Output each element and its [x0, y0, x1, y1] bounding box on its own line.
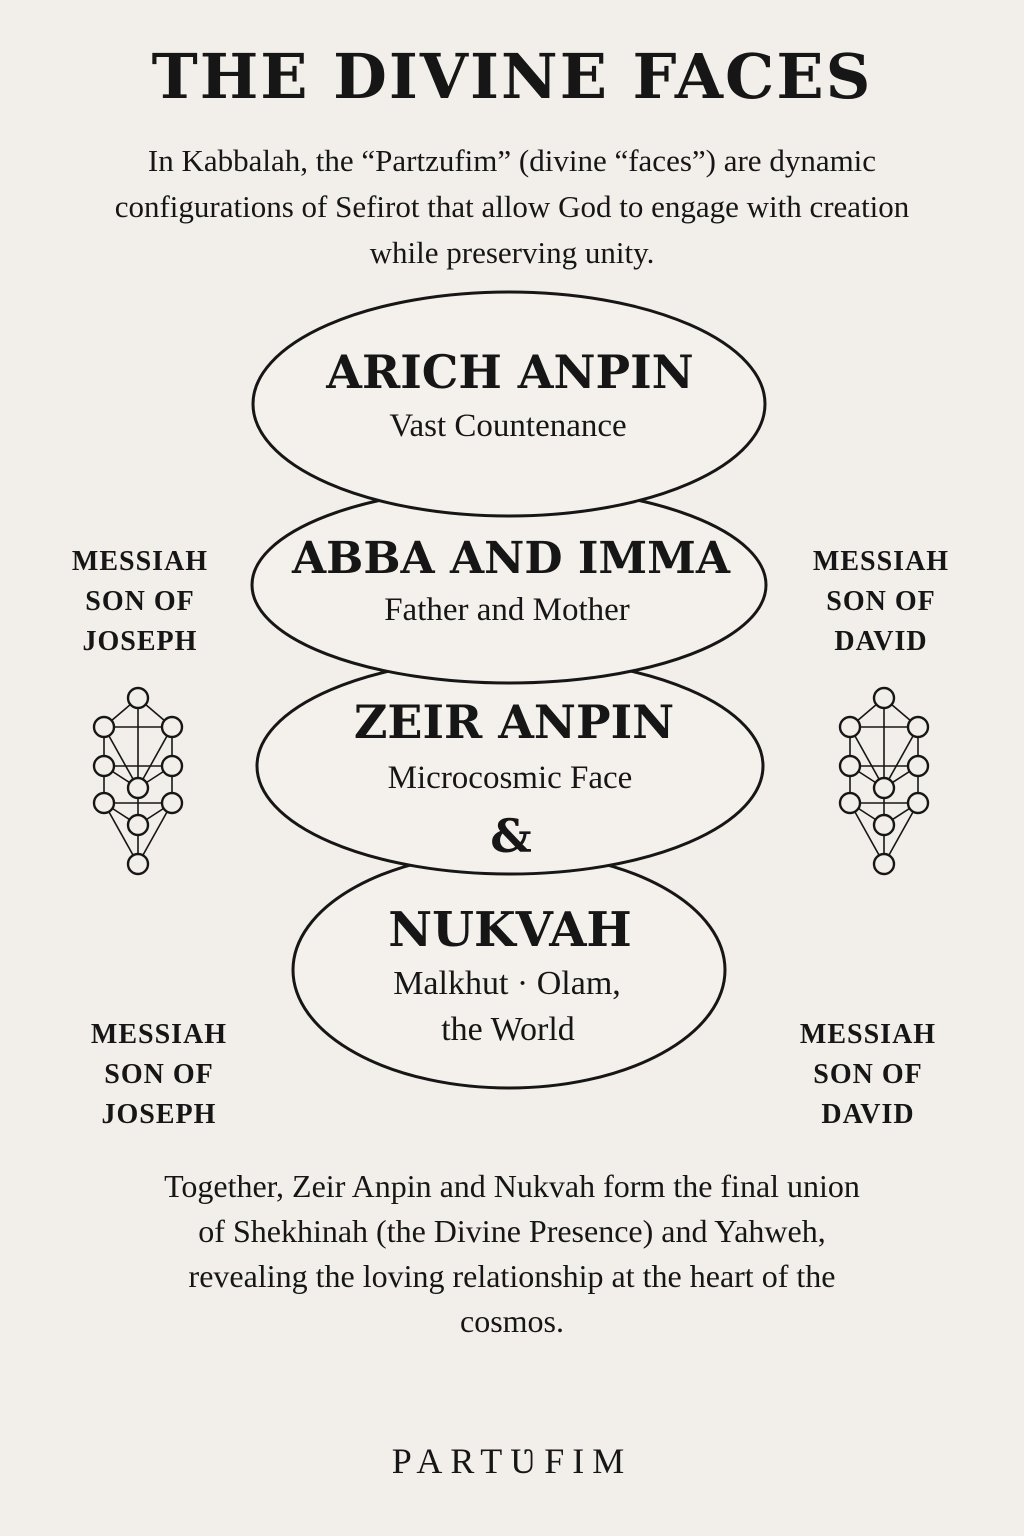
- arich-anpin-name: ARICH ANPIN: [326, 345, 694, 399]
- union-ampersand: &: [490, 809, 532, 863]
- intro-text: In Kabbalah, the “Partzufim” (divine “faces”) are dynamic configurations of Sefirot that allow God to engage with creation while preserving unity.: [114, 143, 910, 270]
- abba-imma-name: ABBA AND IMMA: [292, 533, 730, 584]
- nukvah-subtitle-line1: Malkhut · Olam,: [393, 965, 621, 1002]
- side-label-upper-left: MESSIAH SON OF JOSEPH: [71, 546, 209, 657]
- outro-text: Together, Zeir Anpin and Nukvah form the final union of Shekhinah (the Divine Presence) and Yahweh, revealing the loving relationship at the heart of the cosmos.: [164, 1168, 860, 1339]
- zeir-anpin-subtitle: Microcosmic Face: [387, 760, 633, 796]
- zeir-anpin-name: ZEIR ANPIN: [353, 695, 675, 749]
- page-title: THE DIVINE FACES: [151, 40, 873, 113]
- tree-of-life-icon-left: [94, 688, 182, 874]
- nukvah-subtitle-line2: the World: [441, 1011, 575, 1048]
- arich-anpin-ellipse: [253, 292, 765, 516]
- side-label-lower-left: MESSIAH SON OF JOSEPH: [90, 1019, 228, 1130]
- tree-of-life-icon-right: [840, 688, 928, 874]
- abba-imma-subtitle: Father and Mother: [384, 592, 630, 628]
- side-label-lower-right: MESSIAH SON OF DAVID: [799, 1019, 937, 1130]
- nukvah-name: NUKVAH: [388, 902, 632, 958]
- footer-wordmark: PARTƲFIM: [391, 1441, 633, 1481]
- side-label-upper-right: MESSIAH SON OF DAVID: [812, 546, 950, 657]
- arich-anpin-subtitle: Vast Countenance: [389, 408, 627, 444]
